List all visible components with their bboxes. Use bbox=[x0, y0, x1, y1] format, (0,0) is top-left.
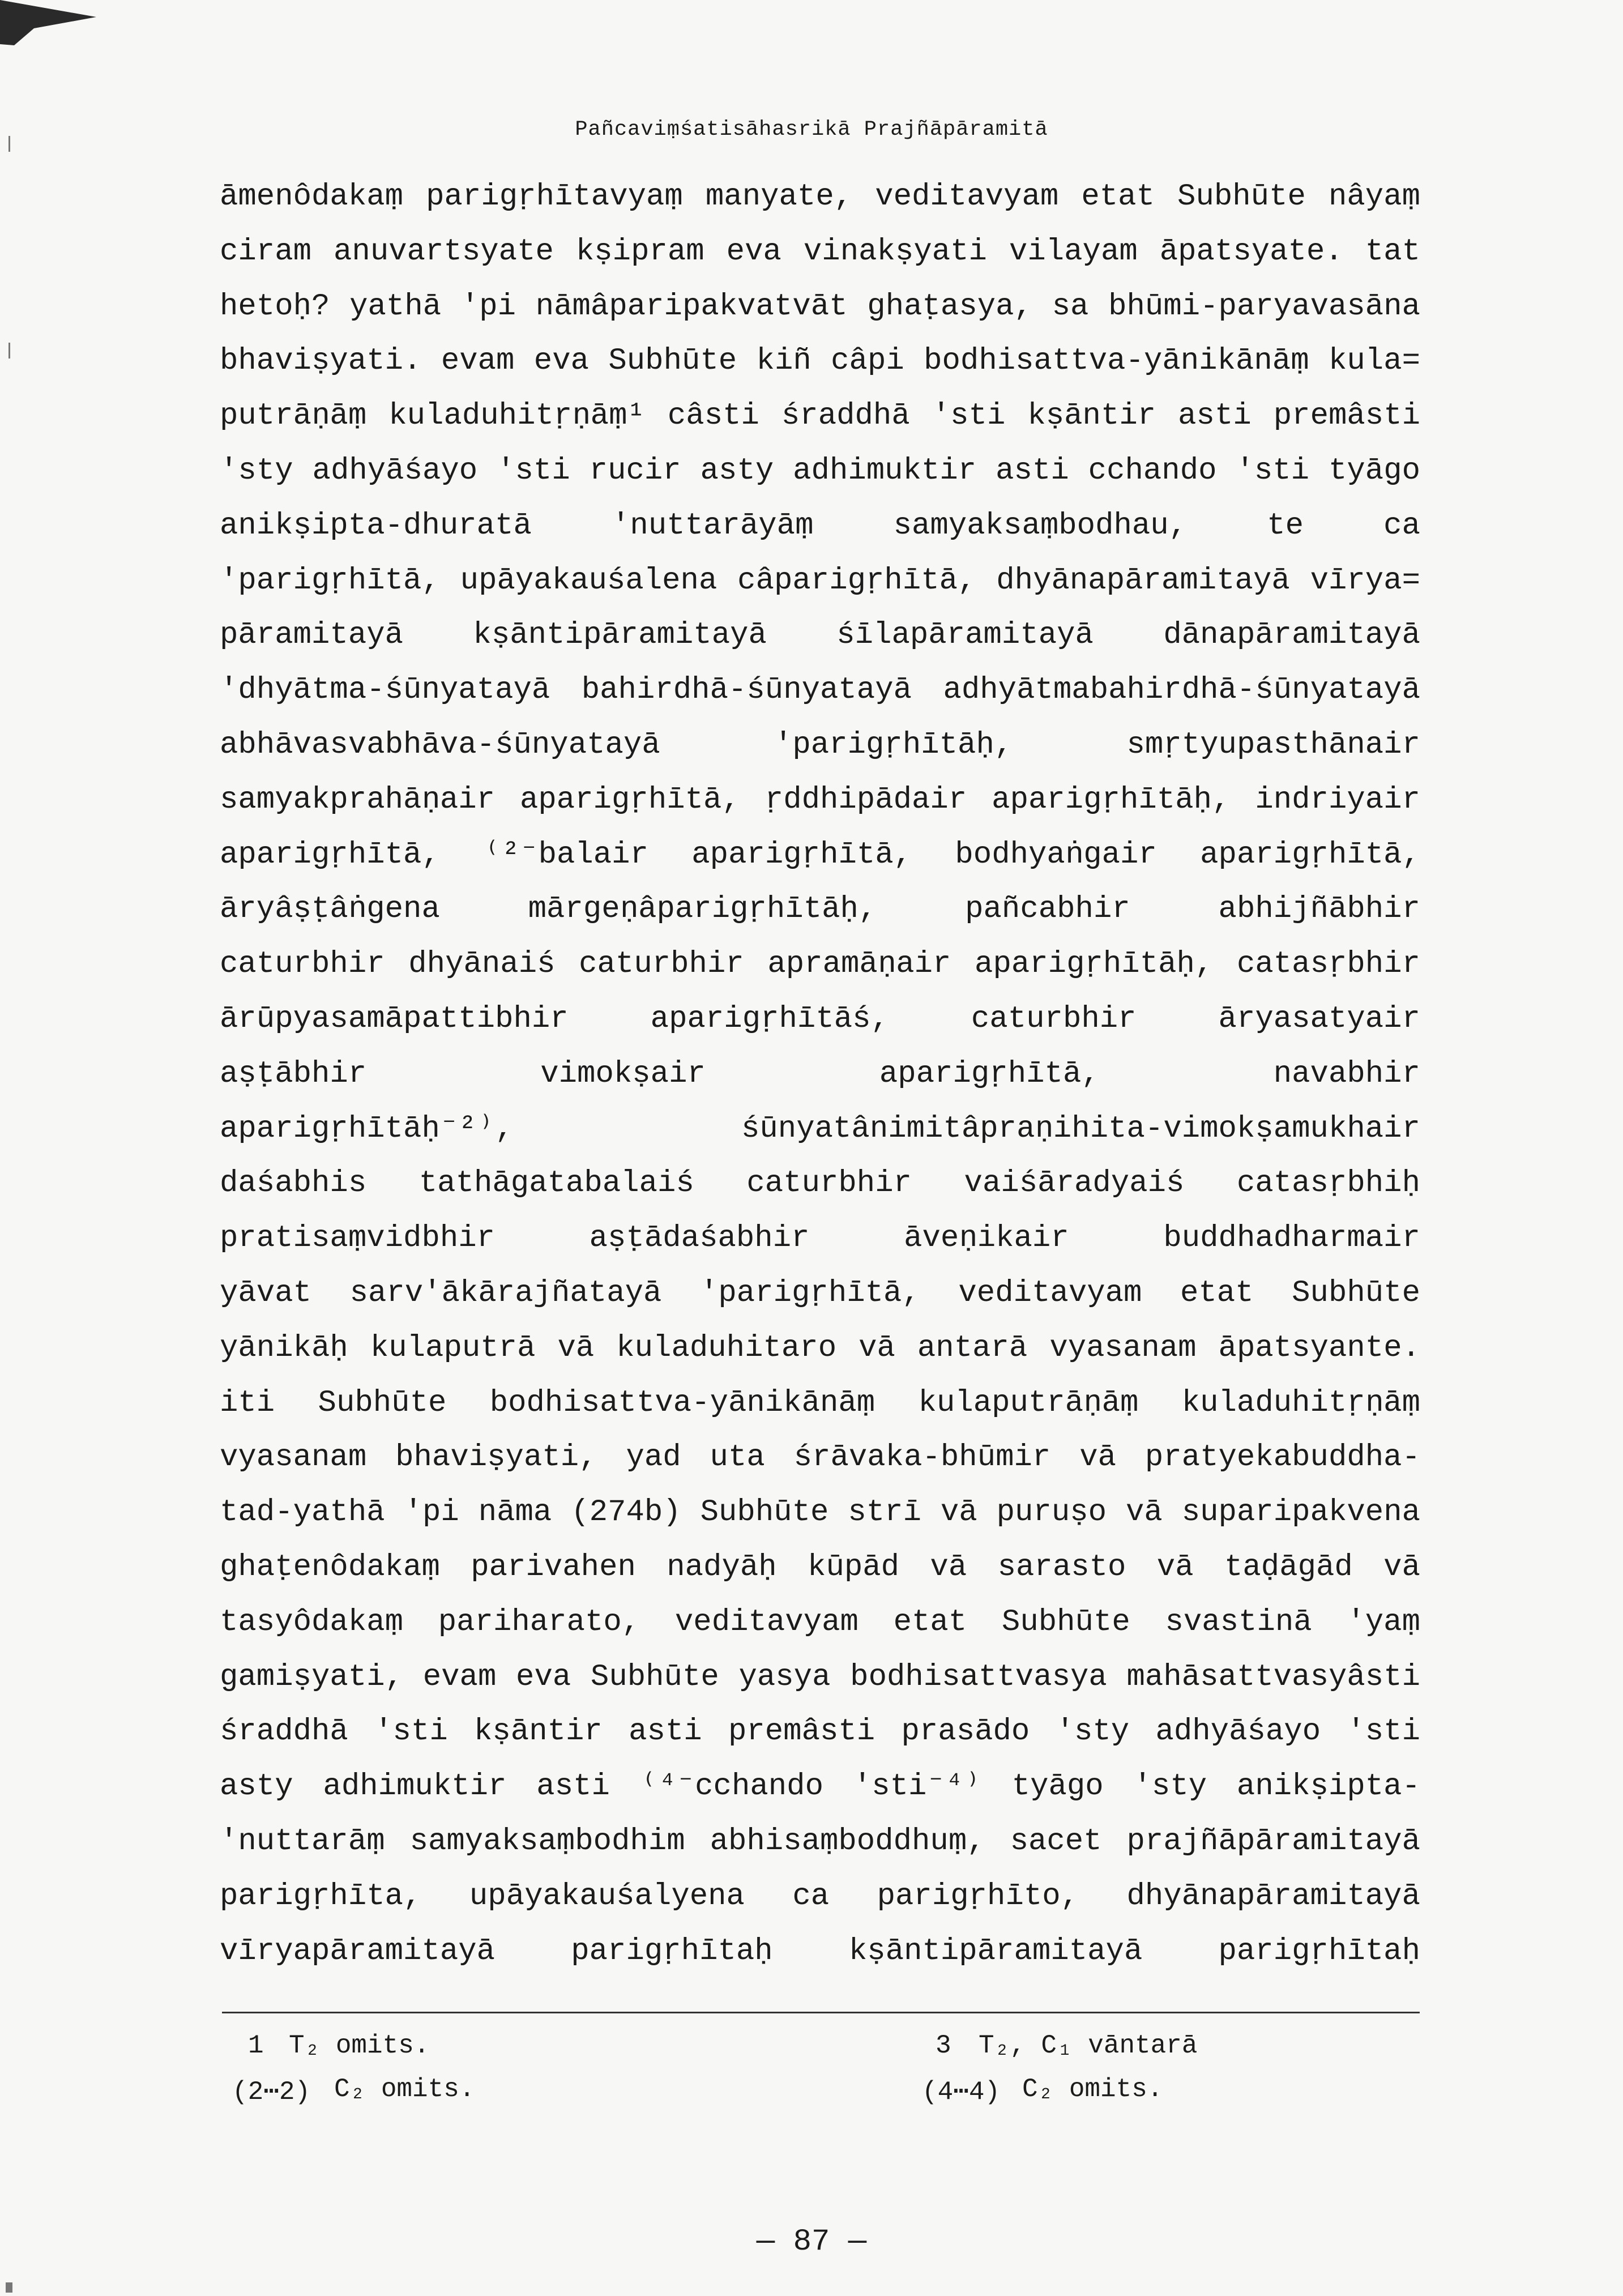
text-line bbox=[220, 663, 1420, 718]
text-line bbox=[220, 773, 1420, 828]
scan-edge-mark bbox=[8, 343, 10, 359]
line-text: āmenôdakaṃ parigṛhītavyaṃ manyate, veditavyam etat Subhūte nâyaṃ bbox=[220, 180, 1420, 214]
text-line bbox=[220, 1924, 1420, 1979]
text-line bbox=[220, 444, 1420, 499]
line-text: pāramitayā kṣāntipāramitayā śīlapāramitayā dānapāramitayā bbox=[220, 618, 1420, 653]
line-text: tad-yathā 'pi nāma (274b) Subhūte strī vā puruṣo vā suparipakvena bbox=[220, 1495, 1420, 1530]
line-text: aparigṛhītāḥ⁻²⁾, śūnyatânimitâpraṇihita-vimokṣamukhair bbox=[220, 1111, 1420, 1146]
footnote-rule bbox=[222, 2012, 1420, 2013]
line-text: tasyôdakaṃ pariharato, veditavyam etat Subhūte svastinā 'yaṃ bbox=[220, 1604, 1420, 1640]
scan-corner-mark bbox=[0, 0, 96, 45]
line-text: yānikāḥ kulaputrā vā kuladuhitaro vā antarā vyasanam āpatsyante. bbox=[220, 1330, 1420, 1365]
line-text: gamiṣyati, evam eva Subhūte yasya bodhisattvasya mahāsattvasyâsti bbox=[220, 1659, 1420, 1695]
line-text: abhāvasvabhāva-śūnyatayā 'parigṛhītāḥ, smṛtyupasthānair bbox=[220, 727, 1420, 762]
line-text: 'sty adhyāśayo 'sti rucir asty adhimuktir asti cchando 'sti tyāgo bbox=[220, 453, 1420, 488]
text-line bbox=[220, 882, 1420, 937]
text-line bbox=[220, 608, 1420, 663]
line-text: yāvat sarv'ākārajñatayā 'parigṛhītā, veditavyam etat Subhūte bbox=[220, 1275, 1420, 1311]
text-line bbox=[220, 1705, 1420, 1760]
text-line bbox=[220, 1047, 1420, 1102]
footnote-4-text: C₂ omits. bbox=[1022, 2075, 1163, 2104]
footnote-3-text: T₂, C₁ vāntarā bbox=[979, 2031, 1198, 2060]
text-line bbox=[220, 1376, 1420, 1431]
footnote-4-label: (4⋯4) bbox=[922, 2077, 1001, 2107]
text-line bbox=[220, 992, 1420, 1047]
body-text bbox=[220, 170, 1420, 1979]
text-line bbox=[220, 1486, 1420, 1540]
line-text: āryâṣṭâṅgena mārgeṇâparigṛhītāḥ, pañcabhir abhijñābhir bbox=[220, 892, 1420, 927]
text-line bbox=[220, 1266, 1420, 1321]
text-line bbox=[220, 1102, 1420, 1157]
line-text: aṣṭābhir vimokṣair aparigṛhītā, navabhir bbox=[220, 1056, 1420, 1091]
text-line bbox=[220, 389, 1420, 444]
text-line bbox=[220, 718, 1420, 773]
line-text: śraddhā 'sti kṣāntir asti premâsti prasādo 'sty adhyāśayo 'sti bbox=[220, 1714, 1420, 1749]
text-line bbox=[220, 499, 1420, 554]
text-line bbox=[220, 334, 1420, 389]
line-text: hetoḥ? yathā 'pi nāmâparipakvatvāt ghaṭasya, sa bhūmi-paryavasāna bbox=[220, 289, 1420, 324]
running-header: Pañcaviṃśatisāhasrikā Prajñāpāramitā bbox=[575, 118, 1048, 142]
footnote-1-text: T₂ omits. bbox=[289, 2031, 430, 2060]
text-line bbox=[220, 1760, 1420, 1815]
text-line bbox=[220, 280, 1420, 335]
line-text: iti Subhūte bodhisattva-yānikānāṃ kulaputrāṇāṃ kuladuhitṛṇāṃ bbox=[220, 1385, 1420, 1420]
line-text: samyakprahāṇair aparigṛhītā, ṛddhipādair aparigṛhītāḥ, indriyair bbox=[220, 782, 1420, 817]
line-text: daśabhis tathāgatabalaiś caturbhir vaiśāradyaiś catasṛbhiḥ bbox=[220, 1166, 1420, 1201]
text-line bbox=[220, 828, 1420, 883]
line-text: 'parigṛhītā, upāyakauśalena câparigṛhītā, dhyānapāramitayā vīrya= bbox=[220, 563, 1420, 598]
text-line bbox=[220, 1321, 1420, 1376]
text-line bbox=[220, 1595, 1420, 1650]
footnote-3-label: 3 bbox=[936, 2031, 951, 2060]
text-line bbox=[220, 170, 1420, 225]
scan-edge-mark bbox=[6, 2282, 12, 2293]
text-line bbox=[220, 1156, 1420, 1211]
footnote-2-text: C₂ omits. bbox=[334, 2075, 475, 2104]
line-text: 'nuttarāṃ samyaksaṃbodhim abhisaṃboddhuṃ, sacet prajñāpāramitayā bbox=[220, 1824, 1420, 1859]
text-line bbox=[220, 554, 1420, 609]
text-line bbox=[220, 1650, 1420, 1705]
line-text: anikṣipta-dhuratā 'nuttarāyāṃ samyaksaṃbodhau, te ca bbox=[220, 508, 1420, 543]
text-line bbox=[220, 225, 1420, 280]
line-text: parigṛhīta, upāyakauśalyena ca parigṛhīto, dhyānapāramitayā bbox=[220, 1879, 1420, 1914]
line-text: asty adhimuktir asti ⁽⁴⁻cchando 'sti⁻⁴⁾ tyāgo 'sty anikṣipta- bbox=[220, 1769, 1420, 1804]
line-text: ghaṭenôdakaṃ parivahen nadyāḥ kūpād vā sarasto vā taḍāgād vā bbox=[220, 1550, 1420, 1585]
text-line bbox=[220, 1431, 1420, 1486]
line-text: putrāṇāṃ kuladuhitṛṇāṃ¹ câsti śraddhā 'sti kṣāntir asti premâsti bbox=[220, 399, 1420, 434]
text-line bbox=[220, 937, 1420, 992]
line-text: vīryapāramitayā parigṛhītaḥ kṣāntipāramitayā parigṛhītaḥ bbox=[220, 1934, 1420, 1969]
line-text: 'dhyātma-śūnyatayā bahirdhā-śūnyatayā adhyātmabahirdhā-śūnyatayā bbox=[220, 673, 1420, 708]
footnote-2-label: (2⋯2) bbox=[232, 2077, 311, 2107]
text-line bbox=[220, 1540, 1420, 1595]
line-text: ārūpyasamāpattibhir aparigṛhītāś, caturbhir āryasatyair bbox=[220, 1001, 1420, 1036]
line-text: bhaviṣyati. evam eva Subhūte kiñ câpi bodhisattva-yānikānāṃ kula= bbox=[220, 344, 1420, 379]
text-line bbox=[220, 1211, 1420, 1266]
line-text: ciram anuvartsyate kṣipram eva vinakṣyati vilayam āpatsyate. tat bbox=[220, 234, 1420, 269]
text-line bbox=[220, 1815, 1420, 1870]
text-line bbox=[220, 1870, 1420, 1924]
line-text: vyasanam bhaviṣyati, yad uta śrāvaka-bhūmir vā pratyekabuddha- bbox=[220, 1440, 1420, 1475]
footnote-1-label: 1 bbox=[248, 2031, 264, 2060]
line-text: aparigṛhītā, ⁽²⁻balair aparigṛhītā, bodhyaṅgair aparigṛhītā, bbox=[220, 837, 1420, 872]
page-number: — 87 — bbox=[756, 2225, 867, 2259]
line-text: pratisaṃvidbhir aṣṭādaśabhir āveṇikair buddhadharmair bbox=[220, 1221, 1420, 1256]
line-text: caturbhir dhyānaiś caturbhir apramāṇair aparigṛhītāḥ, catasṛbhir bbox=[220, 947, 1420, 982]
